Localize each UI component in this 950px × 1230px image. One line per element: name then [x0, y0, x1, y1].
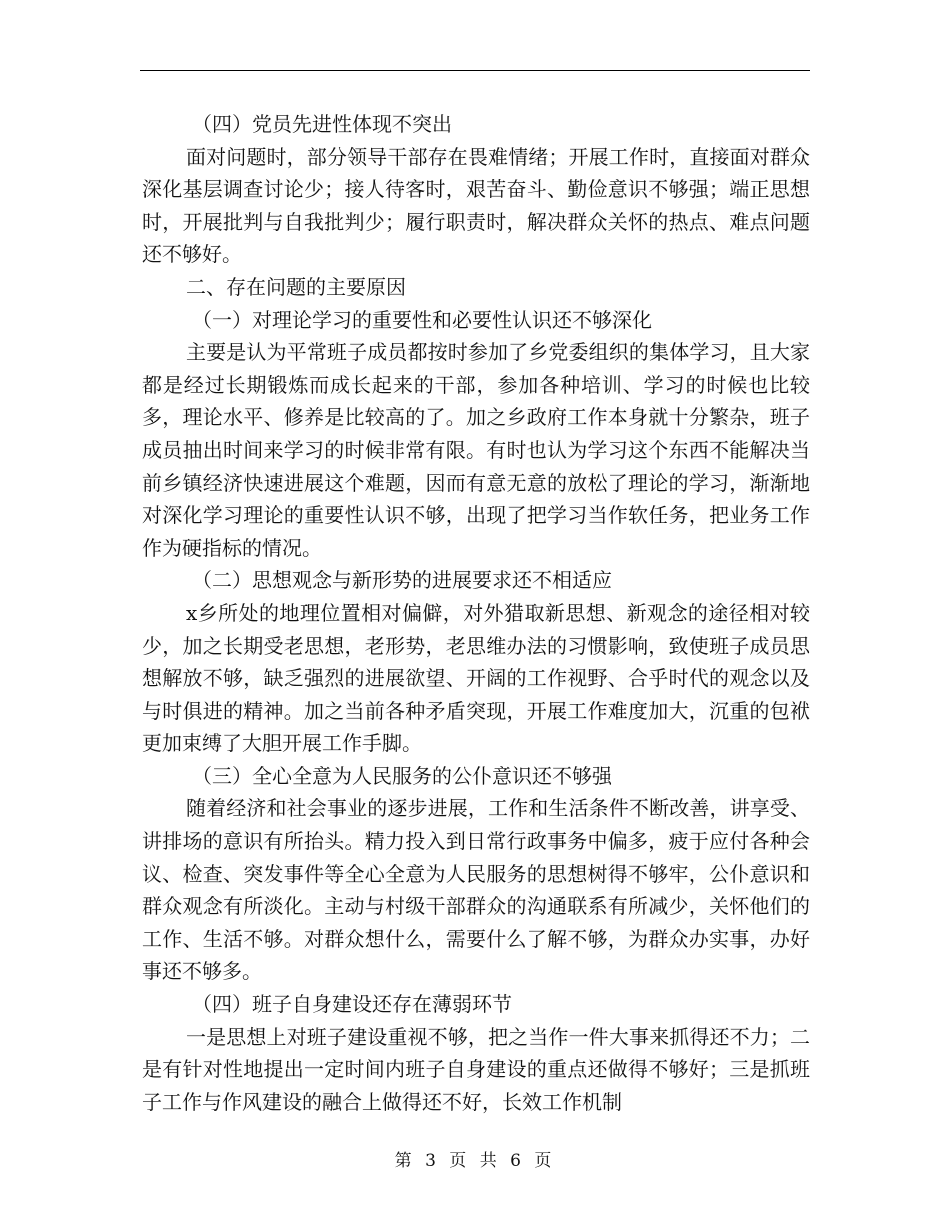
- paragraph: x乡所处的地理位置相对偏僻，对外猎取新思想、新观念的途径相对较少，加之长期受老思想，老形势，老思维办法的习惯影响，致使班子成员思想解放不够，缺乏强烈的进展欲望、开阔的工作视野、合乎时代的观念以及与时俱进的精神。加之当前各种矛盾突现，开展工作难度加大，沉重的包袱更加束缚了大胆开展工作手脚。: [142, 600, 810, 756]
- subheading-team-building: （四）班子自身建设还存在薄弱环节: [192, 992, 512, 1017]
- subheading-theory-study: （一）对理论学习的重要性和必要性认识还不够深化: [192, 307, 652, 332]
- subheading-mindset: （二）思想观念与新形势的进展要求还不相适应: [192, 568, 612, 593]
- subheading-party-members: （四）党员先进性体现不突出: [192, 112, 452, 136]
- paragraph: 随着经济和社会事业的逐步进展，工作和生活条件不断改善，讲享受、讲排场的意识有所抬头。精力投入到日常行政事务中偏多，疲于应付各种会议、检查、突发事件等全心全意为人民服务的思想树得不够牢，公仆意识和群众观念有所淡化。主动与村级干部群众的沟通联系有所减少，关怀他们的工作、生活不够。对群众想什么，需要什么了解不够，为群众办实事，办好事还不够多。: [142, 796, 810, 984]
- subheading-service: （三）全心全意为人民服务的公仆意识还不够强: [192, 763, 612, 788]
- document-body: [142, 108, 810, 1118]
- paragraph: 主要是认为平常班子成员都按时参加了乡党委组织的集体学习，且大家都是经过长期锻炼而成长起来的干部，参加各种培训、学习的时候也比较多，理论水平、修养是比较高的了。加之乡政府工作本身就十分繁杂，班子成员抽出时间来学习的时候非常有限。有时也认为学习这个东西不能解决当前乡镇经济快速进展这个难题，因而有意无意的放松了理论的学习，渐渐地对深化学习理论的重要性认识不够，出现了把学习当作软任务，把业务工作作为硬指标的情况。: [142, 340, 810, 560]
- page-number-footer: 第 3 页 共 6 页: [394, 1151, 556, 1171]
- section-heading-causes: 二、存在问题的主要原因: [186, 274, 406, 299]
- paragraph: 一是思想上对班子建设重视不够，把之当作一件大事来抓得还不力；二是有针对性地提出一定时间内班子自身建设的重点还做得不够好；三是抓班子工作与作风建设的融合上做得还不好，长效工作机制: [142, 1024, 810, 1114]
- paragraph: 面对问题时，部分领导干部存在畏难情绪；开展工作时，直接面对群众深化基层调查讨论少；接人待客时，艰苦奋斗、勤俭意识不够强；端正思想时，开展批判与自我批判少；履行职责时，解决群众关怀的热点、难点问题还不够好。: [142, 144, 810, 267]
- header-rule: [140, 70, 810, 71]
